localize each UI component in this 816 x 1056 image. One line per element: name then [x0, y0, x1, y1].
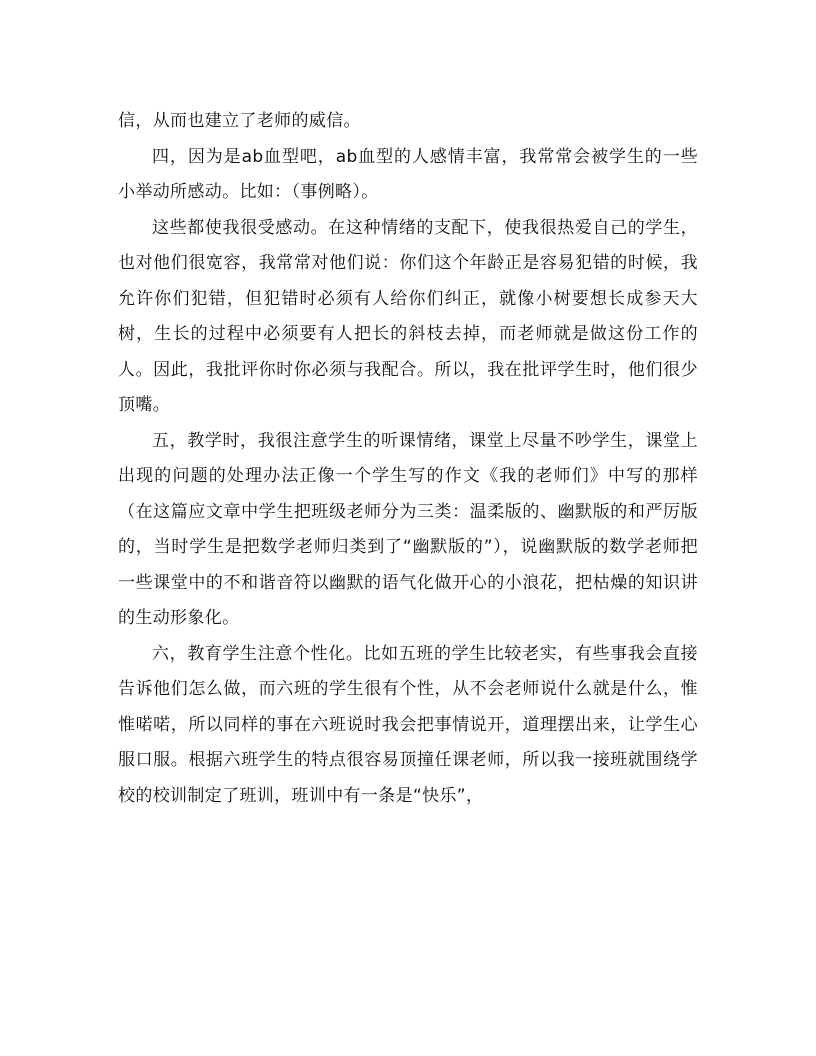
document-body — [118, 104, 698, 814]
paragraph-affection: 这些都使我很受感动。在这种情绪的支配下，使我很热爱自己的学生，也对他们很宽容，我常常对他们说：你们这个年龄正是容易犯错的时候，我允许你们犯错，但犯错时必须有人给你们纠正，就像小树要想长成参天大树，生长的过程中必须要有人把长的斜枝去掉，而老师就是做这份工作的人。因此，我批评你时你必须与我配合。所以，我在批评学生时，他们很少顶嘴。 — [118, 217, 698, 415]
paragraph-continuation: 信，从而也建立了老师的威信。 — [118, 111, 361, 131]
paragraph-four: 四，因为是ab血型吧，ab血型的人感情丰富，我常常会被学生的一些小举动所感动。比如：（事例略）。 — [118, 146, 698, 202]
paragraph-five: 五，教学时，我很注意学生的听课情绪，课堂上尽量不吵学生，课堂上出现的问题的处理办法正像一个学生写的作文《我的老师们》中写的那样（在这篇应文章中学生把班级老师分为三类：温柔版的、幽默版的和严厉版的，当时学生是把数学老师归类到了“幽默版的”），说幽默版的数学老师把一些课堂中的不和谐音符以幽默的语气化做开心的小浪花，把枯燥的知识讲的生动形象化。 — [118, 430, 698, 628]
paragraph-six: 六，教育学生注意个性化。比如五班的学生比较老实，有些事我会直接告诉他们怎么做，而六班的学生很有个性，从不会老师说什么就是什么，惟惟喏喏，所以同样的事在六班说时我会把事情说开，道理摆出来，让学生心服口服。根据六班学生的特点很容易顶撞任课老师，所以我一接班就围绕学校的校训制定了班训，班训中有一条是“快乐”， — [118, 643, 698, 806]
